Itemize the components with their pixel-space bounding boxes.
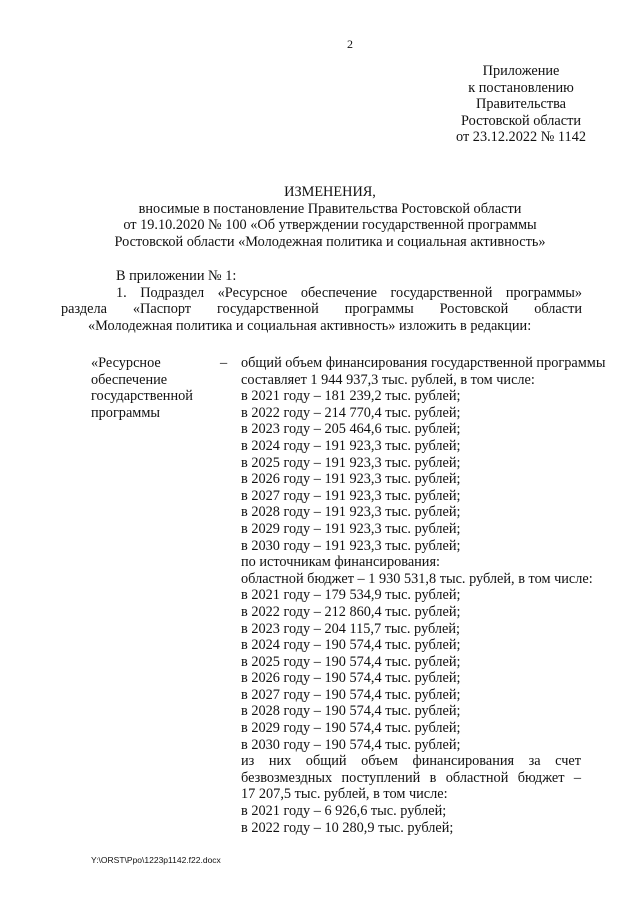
resource-label xyxy=(91,355,193,421)
appendix-line: Приложение xyxy=(482,63,560,79)
funding-line: в 2029 году – 190 574,4 тыс. рублей; xyxy=(241,720,461,737)
title-line: ИЗМЕНЕНИЯ, xyxy=(284,184,376,200)
funding-line: в 2023 году – 204 115,7 тыс. рублей; xyxy=(241,620,460,637)
intro-section xyxy=(61,268,582,334)
funding-line: по источникам финансирования: xyxy=(241,554,441,571)
separator-dash: – xyxy=(220,355,228,371)
label-line: государственной xyxy=(91,388,193,405)
title-line: Ростовской области «Молодежная политика и социальная активность» xyxy=(114,233,546,250)
funding-line: в 2022 году – 212 860,4 тыс. рублей; xyxy=(241,603,461,620)
funding-line: в 2024 году – 190 574,4 тыс. рублей; xyxy=(241,637,461,654)
funding-line: в 2022 году – 214 770,4 тыс. рублей; xyxy=(241,404,461,421)
funding-line: в 2026 году – 190 574,4 тыс. рублей; xyxy=(241,670,461,687)
label-line: «Ресурсное xyxy=(91,355,161,371)
intro-heading: В приложении № 1: xyxy=(116,268,237,284)
appendix-line: от 23.12.2022 № 1142 xyxy=(456,129,586,146)
funding-line: из них общий объем финансирования за счет xyxy=(241,753,581,770)
funding-line: в 2022 году – 10 280,9 тыс. рублей; xyxy=(241,819,454,836)
funding-line: в 2021 году – 181 239,2 тыс. рублей; xyxy=(241,388,461,405)
funding-line: общий объем финансирования государственной программы xyxy=(241,355,606,371)
funding-line: составляет 1 944 937,3 тыс. рублей, в том числе: xyxy=(241,371,535,388)
label-line: программы xyxy=(91,404,161,421)
funding-line: в 2021 году – 6 926,6 тыс. рублей; xyxy=(241,803,447,820)
title-line: от 19.10.2020 № 100 «Об утверждении государственной программы xyxy=(123,217,537,234)
funding-line: безвозмездных поступлений в областной бюджет – xyxy=(241,769,581,786)
funding-line: 17 207,5 тыс. рублей, в том числе: xyxy=(241,786,448,803)
funding-line: в 2030 году – 191 923,3 тыс. рублей; xyxy=(241,537,461,554)
label-line: обеспечение xyxy=(91,371,168,388)
page-number: 2 xyxy=(347,37,353,51)
appendix-line: к постановлению xyxy=(468,79,574,96)
file-path-footer: Y:\ORST\Ppo\1223p1142.f22.docx xyxy=(91,855,221,865)
funding-line: в 2025 году – 191 923,3 тыс. рублей; xyxy=(241,454,461,471)
intro-paragraph-line: «Молодежная политика и социальная активность» изложить в редакции: xyxy=(88,317,532,334)
funding-line: в 2027 году – 191 923,3 тыс. рублей; xyxy=(241,487,461,504)
title-line: вносимые в постановление Правительства Ростовской области xyxy=(138,200,522,217)
funding-line: в 2021 году – 179 534,9 тыс. рублей; xyxy=(241,587,461,604)
funding-line: в 2028 году – 190 574,4 тыс. рублей; xyxy=(241,703,461,720)
funding-line: в 2029 году – 191 923,3 тыс. рублей; xyxy=(241,520,461,537)
intro-paragraph-line: 1. Подраздел «Ресурсное обеспечение государственной программы» xyxy=(116,284,582,301)
funding-line: областной бюджет – 1 930 531,8 тыс. рублей, в том числе: xyxy=(241,570,593,587)
funding-line: в 2030 году – 190 574,4 тыс. рублей; xyxy=(241,736,461,753)
appendix-line: Правительства xyxy=(476,96,566,113)
appendix-block xyxy=(456,63,586,146)
funding-line: в 2023 году – 205 464,6 тыс. рублей; xyxy=(241,421,461,438)
intro-paragraph-line: раздела «Паспорт государственной программы Ростовской области xyxy=(61,301,582,318)
funding-list xyxy=(241,355,606,836)
funding-line: в 2025 году – 190 574,4 тыс. рублей; xyxy=(241,653,461,670)
document-title xyxy=(50,184,610,250)
funding-line: в 2024 году – 191 923,3 тыс. рублей; xyxy=(241,437,461,454)
funding-line: в 2027 году – 190 574,4 тыс. рублей; xyxy=(241,686,461,703)
funding-line: в 2028 году – 191 923,3 тыс. рублей; xyxy=(241,504,461,521)
appendix-line: Ростовской области xyxy=(460,112,582,129)
funding-line: в 2026 году – 191 923,3 тыс. рублей; xyxy=(241,471,461,488)
